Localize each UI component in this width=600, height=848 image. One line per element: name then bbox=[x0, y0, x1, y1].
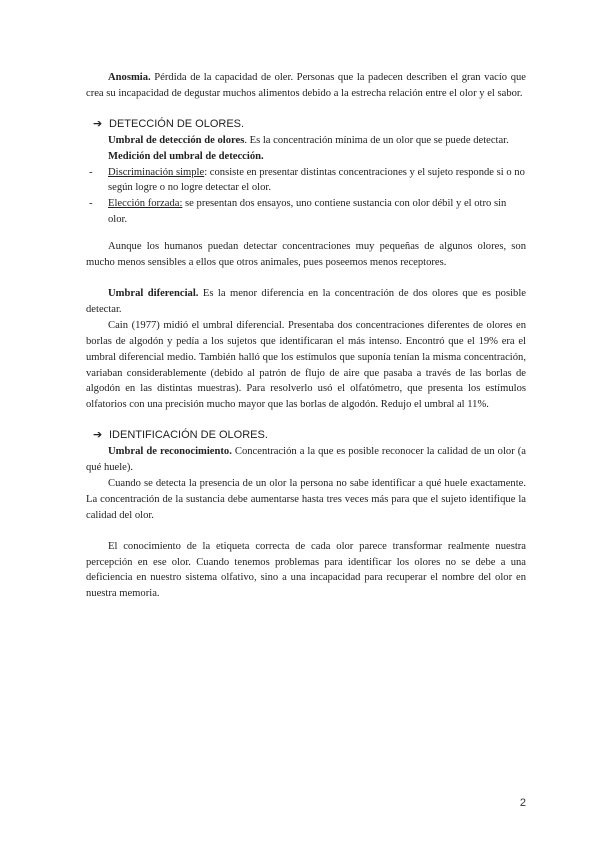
list-item bbox=[86, 165, 526, 197]
umbral-diferencial-paragraph bbox=[86, 286, 526, 318]
section-title: IDENTIFICACIÓN DE OLORES. bbox=[109, 429, 268, 442]
anosmia-paragraph bbox=[86, 70, 526, 102]
umbral-diferencial-term: Umbral diferencial. bbox=[108, 287, 199, 299]
section-title: DETECCIÓN DE OLORES. bbox=[109, 117, 245, 130]
label-knowledge-paragraph: El conocimiento de la etiqueta correcta de cada olor parece transformar realmente nuestra percepción en ese olor. Cuando tenemos problemas para identificar los olores no se debe a una deficiencia en nuestro sistema olfativo, sino a una incapacidad para recuperar el nombre del olor en nuestra memoria. bbox=[86, 540, 526, 600]
identification-paragraph: Cuando se detecta la presencia de un olor la persona no sabe identificar a qué huele exactamente. La concentración de la sustancia debe aumentarse hasta tres veces más para que el sujeto identifique la calidad del olor. bbox=[86, 477, 526, 521]
arrow-right-icon: ➔ bbox=[93, 429, 103, 442]
method-text: : consiste en presentar distintas concentraciones y el sujeto responde si o no según logre o no logre detectar el olor. bbox=[108, 166, 525, 194]
page-content bbox=[86, 70, 526, 602]
section-heading-deteccion bbox=[93, 117, 526, 133]
anosmia-text: Pérdida de la capacidad de oler. Personas que la padecen describen el gran vacío que crea su incapacidad de degustar muchos alimentos debido a la estrecha relación entre el olor y el sabor. bbox=[86, 72, 526, 99]
list-item bbox=[86, 196, 526, 228]
dash-bullet: - bbox=[89, 166, 93, 178]
umbral-reconocimiento-paragraph bbox=[86, 444, 526, 476]
umbral-diferencial-text: Es la menor diferencia en la concentración de dos olores que es posible detectar. bbox=[86, 287, 526, 315]
measurement-methods-list bbox=[86, 165, 526, 229]
umbral-deteccion-term: Umbral de detección de olores bbox=[108, 134, 245, 146]
sensitivity-paragraph: Aunque los humanos puedan detectar concentraciones muy pequeñas de algunos olores, son mucho menos sensibles a ellos que otros animales, pues poseemos menos receptores. bbox=[86, 241, 526, 269]
cain-paragraph: Cain (1977) midió el umbral diferencial. Presentaba dos concentraciones diferentes de olores en borlas de algodón y pedía a los sujetos que identificaran el más intenso. Encontró que el 19% era el umbral diferencial medio. También halló que los estímulos que suponía tenían la misma concentración, variaban considerablemente (debido al patrón de flujo de aire que pasaba a través de las borlas de algodón en las distintas muestras). Para resolverlo usó el olfatómetro, que presenta los estímulos olfatorios con una precisión mucho mayor que las borlas de algodón. Redujo el umbral al 11%. bbox=[86, 319, 526, 411]
medicion-heading-text: Medición del umbral de detección. bbox=[108, 150, 264, 162]
anosmia-term: Anosmia. bbox=[108, 72, 151, 83]
page-number: 2 bbox=[519, 797, 526, 809]
umbral-deteccion-text: . Es la concentración mínima de un olor que se puede detectar. bbox=[244, 134, 509, 146]
dash-bullet: - bbox=[89, 198, 93, 210]
umbral-deteccion-paragraph bbox=[86, 133, 526, 149]
method-term: Discriminación simple bbox=[108, 166, 205, 178]
arrow-right-icon: ➔ bbox=[93, 117, 103, 130]
umbral-reconocimiento-text: Concentración a la que es posible reconocer la calidad de un olor (a qué huele). bbox=[86, 446, 526, 474]
section-heading-identificacion bbox=[93, 428, 526, 444]
method-term: Elección forzada: bbox=[108, 198, 183, 210]
medicion-heading bbox=[86, 149, 526, 165]
umbral-reconocimiento-term: Umbral de reconocimiento. bbox=[108, 446, 232, 458]
method-text: se presentan dos ensayos, uno contiene sustancia con olor débil y el otro sin olor. bbox=[108, 198, 507, 226]
